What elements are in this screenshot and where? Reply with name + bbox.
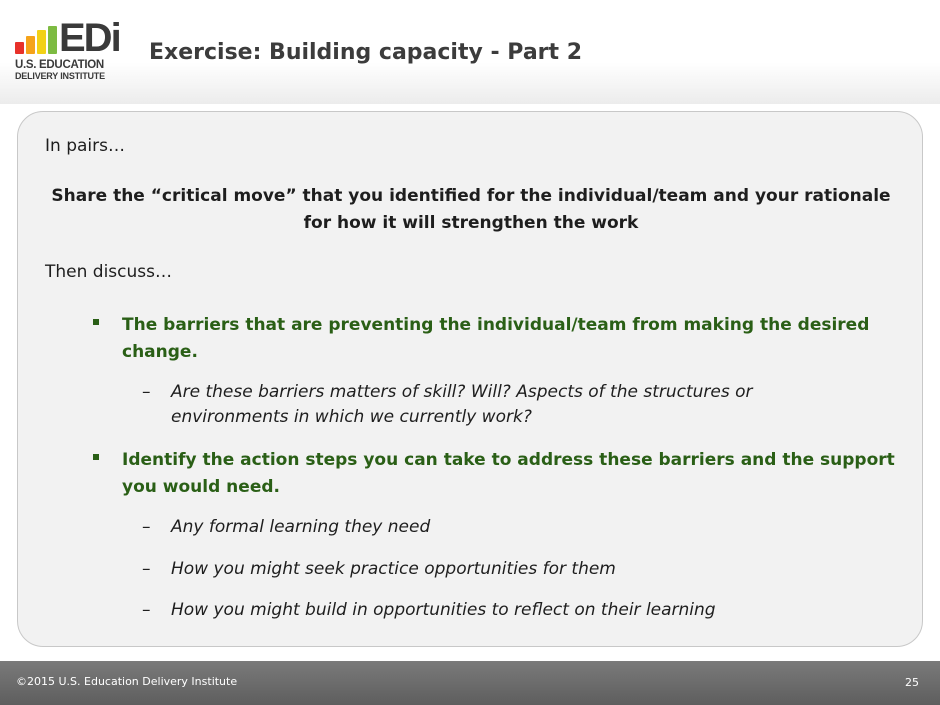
then-text: Then discuss… — [45, 262, 173, 282]
bullet-text: The barriers that are preventing the individual/team from making the desired change. — [122, 315, 870, 362]
share-instruction: Share the “critical move” that you identified for the individual/team and your rationale for how it will strengthen the work — [51, 186, 891, 233]
sub-text: Any formal learning they need — [171, 517, 431, 537]
edi-logo — [15, 16, 120, 84]
bullet-square-icon — [93, 319, 99, 325]
logo-line-2: DELIVERY INSTITUTE — [15, 71, 105, 81]
logo-bars-icon — [15, 26, 59, 54]
page-number: 25 — [905, 676, 919, 689]
footer — [0, 661, 940, 705]
dash-icon: – — [142, 559, 151, 579]
sub-text: How you might build in opportunities to reflect on their learning — [171, 600, 716, 620]
sub-text: How you might seek practice opportunities for them — [171, 559, 616, 579]
header — [0, 0, 940, 104]
bullet-text: Identify the action steps you can take to address these barriers and the support you would need. — [122, 450, 895, 497]
copyright-text: ©2015 U.S. Education Delivery Institute — [16, 675, 238, 688]
page-title: Exercise: Building capacity - Part 2 — [149, 40, 582, 65]
logo-wordmark: EDi — [59, 16, 120, 60]
sub-text: Are these barriers matters of skill? Will? Aspects of the structures or environments in which we currently work? — [171, 382, 753, 427]
dash-icon: – — [142, 382, 151, 402]
dash-icon: – — [142, 600, 151, 620]
content-box — [17, 111, 923, 647]
dash-icon: – — [142, 517, 151, 537]
bullet-square-icon — [93, 454, 99, 460]
intro-text: In pairs… — [45, 136, 125, 156]
logo-line-1: U.S. EDUCATION — [15, 59, 104, 71]
